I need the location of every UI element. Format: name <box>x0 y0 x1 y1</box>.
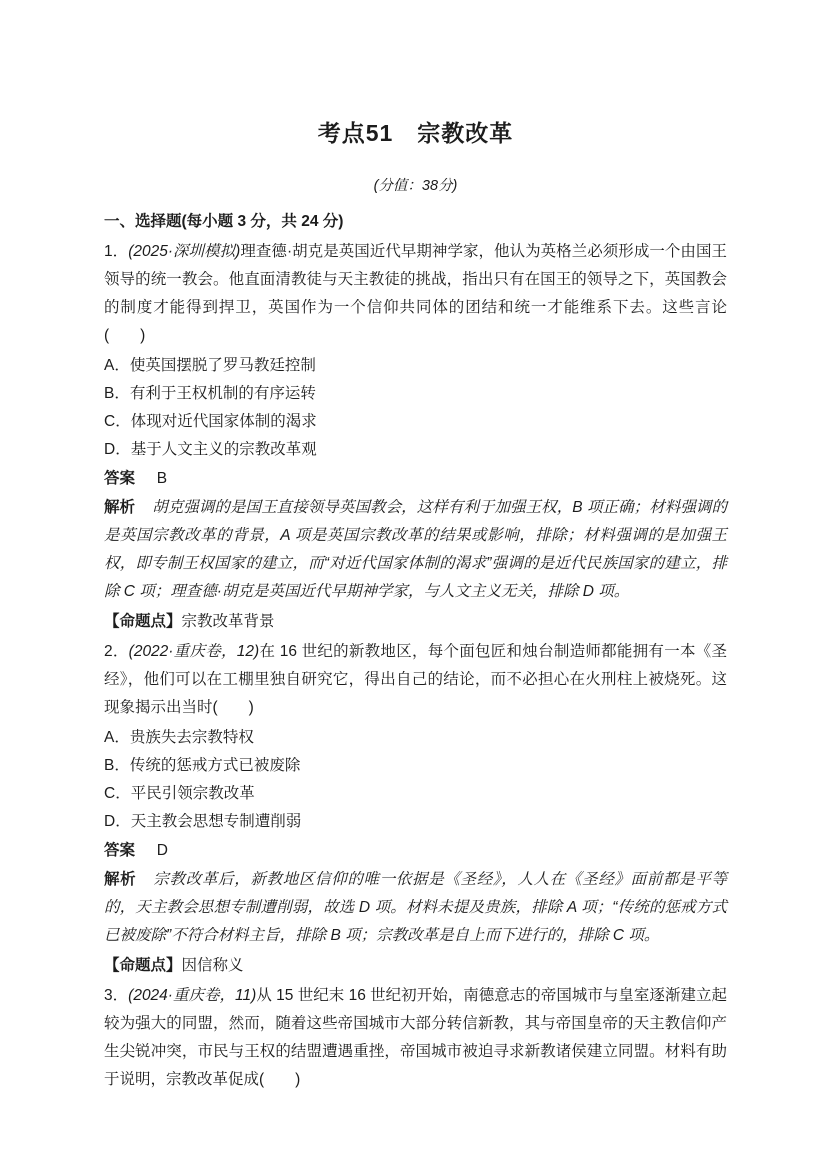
question-2-analysis-label: 解析 <box>104 871 137 888</box>
question-2-option-d: D．天主教会思想专制遭削弱 <box>104 813 302 830</box>
question-1-number: 1． <box>104 243 129 260</box>
question-2-tag-line <box>104 952 727 980</box>
question-1-options <box>104 352 727 464</box>
page-title: 考点51 宗教改革 <box>317 120 514 146</box>
question-1-tag-line <box>104 608 727 636</box>
question-1-analysis-label: 解析 <box>104 499 136 516</box>
question-2-number: 2． <box>104 643 129 660</box>
question-2-analysis-text: 宗教改革后，新教地区信仰的唯一依据是《圣经》，人人在《圣经》面前都是平等的，天主教会思想专制遭削弱，故选 D 项。材料未提及贵族，排除 A 项；“传统的惩戒方式已被废除”不符合材料主旨，排除 B 项；宗教改革是自上而下进行的，排除 C 项。 <box>104 871 727 944</box>
question-3-stem <box>104 982 727 1094</box>
question-1-answer-label: 答案 <box>104 470 136 487</box>
question-1-tag-label: 【命题点】 <box>104 613 182 630</box>
question-2-answer-value: D <box>156 842 168 859</box>
question-2-options <box>104 724 727 836</box>
question-1-option-b: B．有利于王权机制的有序运转 <box>104 385 316 402</box>
section-heading: 一、选择题(每小题 3 分，共 24 分) <box>104 213 344 230</box>
question-2-option-b: B．传统的惩戒方式已被废除 <box>104 757 301 774</box>
question-1-analysis-text: 胡克强调的是国王直接领导英国教会，这样有利于加强王权，B 项正确；材料强调的是英国宗教改革的背景，A 项是英国宗教改革的结果或影响，排除；材料强调的是加强王权，即专制王权国家的建立，而“对近代国家体制的渴求”强调的是近代民族国家的建立，排除 C 项；理查德·胡克是英国近代早期神学家，与人文主义无关，排除 D 项。 <box>104 499 727 600</box>
question-2-text: 在 16 世纪的新教地区，每个面包匠和烛台制造师都能拥有一本《圣经》，他们可以在工棚里独自研究它，得出自己的结论，而不必担心在火刑柱上被烧死。这现象揭示出当时( ) <box>104 643 727 716</box>
question-1-option-a: A．使英国摆脱了罗马教廷控制 <box>104 357 316 374</box>
question-1 <box>104 238 727 636</box>
question-2-option-c: C．平民引领宗教改革 <box>104 785 255 802</box>
question-2-option-a: A．贵族失去宗教特权 <box>104 729 254 746</box>
question-2 <box>104 638 727 980</box>
question-1-option-d: D．基于人文主义的宗教改革观 <box>104 441 317 458</box>
question-2-source: (2022·重庆卷，12) <box>128 643 260 660</box>
question-3-text: 从 15 世纪末 16 世纪初开始，南德意志的帝国城市与皇室逐渐建立起较为强大的同盟，然而，随着这些帝国城市大部分转信新教，其与帝国皇帝的天主教信仰产生尖锐冲突，市民与王权的结盟遭遇重挫，帝国城市被迫寻求新教诸侯建立同盟。材料有助于说明，宗教改革促成( ) <box>104 987 727 1088</box>
question-1-tag-text: 宗教改革背景 <box>181 613 275 630</box>
question-1-source: (2025·深圳模拟) <box>128 243 241 260</box>
question-2-tag-label: 【命题点】 <box>104 957 182 974</box>
score-line: (分值：38分) <box>373 178 458 194</box>
question-3 <box>104 982 727 1094</box>
question-1-option-c: C．体现对近代国家体制的渴求 <box>104 413 317 430</box>
question-2-stem <box>104 638 727 722</box>
question-2-answer-line <box>104 837 727 865</box>
question-1-answer-line <box>104 465 727 493</box>
question-2-tag-text: 因信称义 <box>181 957 244 974</box>
question-1-text: 理查德·胡克是英国近代早期神学家，他认为英格兰必须形成一个由国王领导的统一教会。他直面清教徒与天主教徒的挑战，指出只有在国王的领导之下，英国教会的制度才能得到捍卫，英国作为一个信仰共同体的团结和统一才能维系下去。这些言论( ) <box>104 243 727 344</box>
question-1-answer-value: B <box>156 470 168 487</box>
question-3-source: (2024·重庆卷，11) <box>128 987 257 1004</box>
question-3-number: 3． <box>104 987 129 1004</box>
question-2-answer-label: 答案 <box>104 842 136 859</box>
question-2-analysis <box>104 866 727 950</box>
question-1-analysis <box>104 494 727 606</box>
question-1-stem <box>104 238 727 350</box>
